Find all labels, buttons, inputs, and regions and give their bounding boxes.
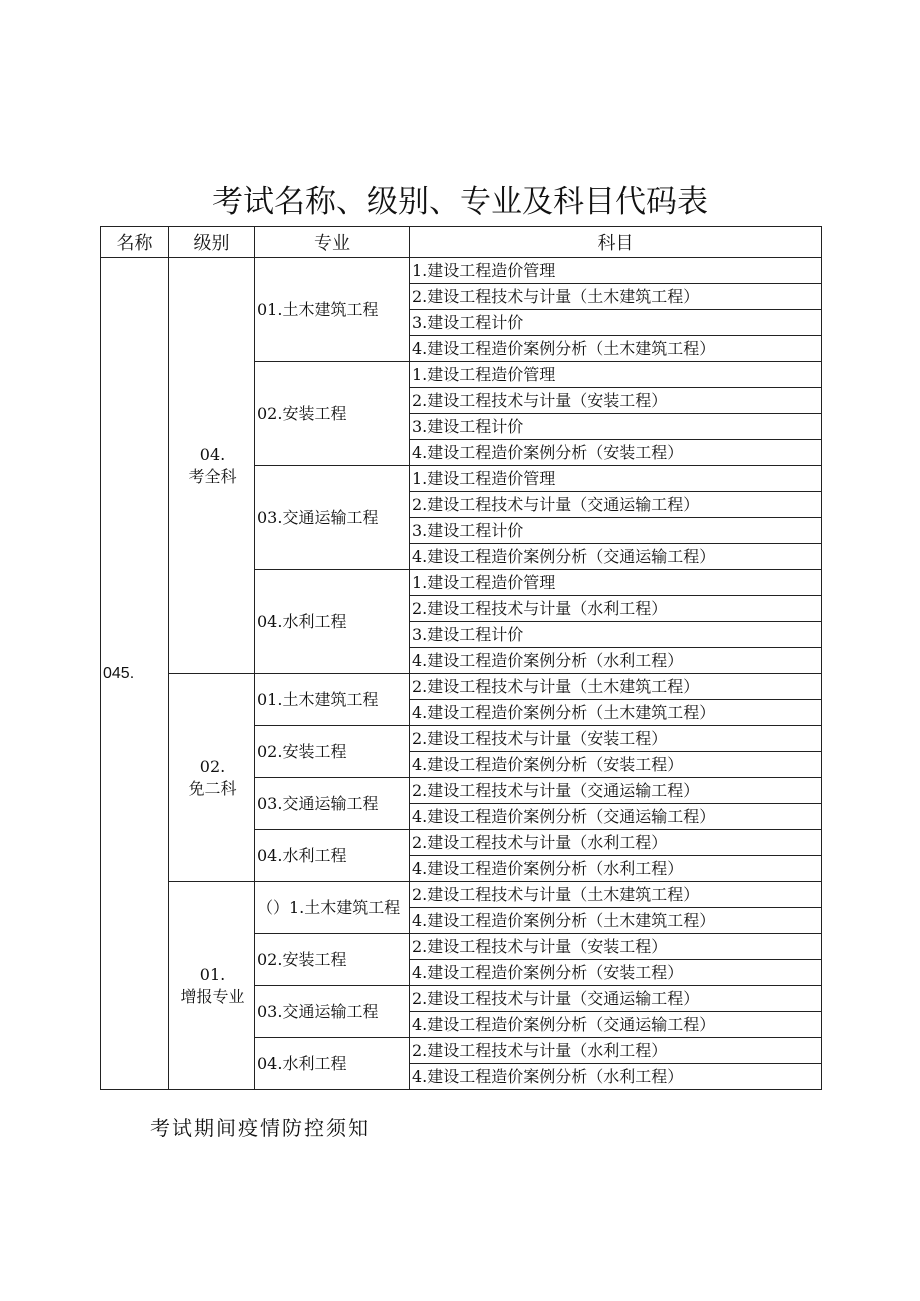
subject-cell: 2.建设工程技术与计量（安装工程） [410,388,822,414]
major-cell: 03.交通运输工程 [255,986,410,1038]
table-row [101,258,822,284]
table-body [101,258,822,1090]
subject-cell: 4.建设工程造价案例分析（安装工程） [410,440,822,466]
subject-cell: 4.建设工程造价案例分析（交通运输工程） [410,804,822,830]
major-cell: 02.安装工程 [255,934,410,986]
subject-cell: 2.建设工程技术与计量（安装工程） [410,934,822,960]
subject-cell: 1.建设工程造价管理 [410,258,822,284]
subject-cell: 4.建设工程造价案例分析（水利工程） [410,648,822,674]
major-cell: 04.水利工程 [255,570,410,674]
level-code: 04. [199,444,226,464]
level-code: 02. [199,756,226,776]
page-title: 考试名称、级别、专业及科目代码表 [212,184,708,220]
subject-cell: 2.建设工程技术与计量（土木建筑工程） [410,882,822,908]
subject-cell: 3.建设工程计价 [410,310,822,336]
level-code: 01. [199,964,226,984]
subject-cell: 4.建设工程造价案例分析（土木建筑工程） [410,908,822,934]
subject-cell: 3.建设工程计价 [410,414,822,440]
subject-cell: 4.建设工程造价案例分析（交通运输工程） [410,1012,822,1038]
header-level: 级别 [169,227,255,258]
subject-cell: 2.建设工程技术与计量（交通运输工程） [410,492,822,518]
table-row [101,674,822,700]
subject-cell: 1.建设工程造价管理 [410,570,822,596]
code-table [100,226,822,1090]
level-cell [169,882,255,1090]
notice-heading: 考试期间疫情防控须知 [150,1116,370,1140]
subject-cell: 2.建设工程技术与计量（交通运输工程） [410,778,822,804]
major-cell: 04.水利工程 [255,830,410,882]
level-cell [169,674,255,882]
subject-cell: 4.建设工程造价案例分析（土木建筑工程） [410,336,822,362]
major-cell: 02.安装工程 [255,362,410,466]
header-row [101,227,822,258]
subject-cell: 2.建设工程技术与计量（土木建筑工程） [410,284,822,310]
subject-cell: 1.建设工程造价管理 [410,362,822,388]
level-cell [169,258,255,674]
subject-cell: 3.建设工程计价 [410,518,822,544]
subject-cell: 4.建设工程造价案例分析（水利工程） [410,1064,822,1090]
subject-cell: 2.建设工程技术与计量（水利工程） [410,596,822,622]
subject-cell: 4.建设工程造价案例分析（安装工程） [410,752,822,778]
major-cell: 03.交通运输工程 [255,466,410,570]
subject-cell: 2.建设工程技术与计量（交通运输工程） [410,986,822,1012]
major-cell: 01.土木建筑工程 [255,674,410,726]
major-cell: （）1.土木建筑工程 [255,882,410,934]
subject-cell: 4.建设工程造价案例分析（土木建筑工程） [410,700,822,726]
header-major: 专业 [255,227,410,258]
table-row [101,882,822,908]
level-name: 增报专业 [180,986,245,1006]
subject-cell: 4.建设工程造价案例分析（水利工程） [410,856,822,882]
exam-name-cell: 045. [101,258,169,1090]
subject-cell: 4.建设工程造价案例分析（交通运输工程） [410,544,822,570]
level-name: 免二科 [188,778,237,798]
subject-cell: 1.建设工程造价管理 [410,466,822,492]
subject-cell: 2.建设工程技术与计量（土木建筑工程） [410,674,822,700]
subject-cell: 4.建设工程造价案例分析（安装工程） [410,960,822,986]
major-cell: 04.水利工程 [255,1038,410,1090]
header-subject: 科目 [410,227,822,258]
level-name: 考全科 [188,466,237,486]
subject-cell: 2.建设工程技术与计量（水利工程） [410,1038,822,1064]
header-name: 名称 [101,227,169,258]
major-cell: 03.交通运输工程 [255,778,410,830]
subject-cell: 2.建设工程技术与计量（安装工程） [410,726,822,752]
subject-cell: 3.建设工程计价 [410,622,822,648]
subject-cell: 2.建设工程技术与计量（水利工程） [410,830,822,856]
major-cell: 02.安装工程 [255,726,410,778]
major-cell: 01.土木建筑工程 [255,258,410,362]
